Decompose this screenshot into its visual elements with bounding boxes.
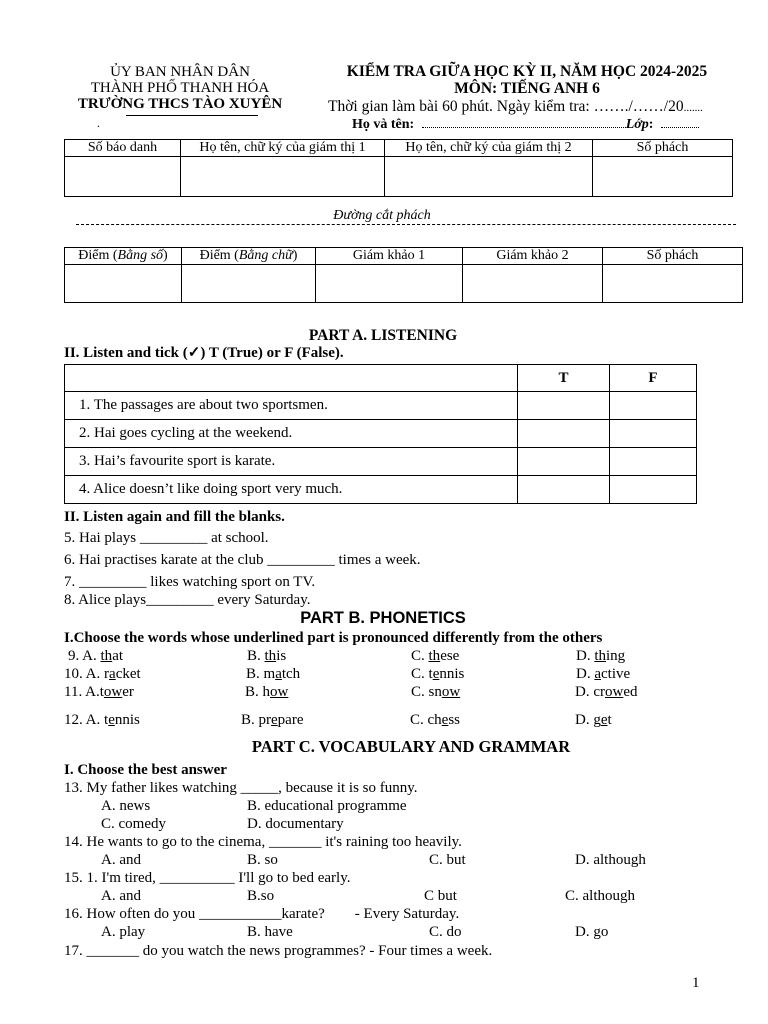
header-examiner-2: Giám khảo 2 (463, 248, 603, 265)
q15-option-c[interactable]: C but (424, 888, 457, 904)
question-17: 17. _______ do you watch the news programmes? - Four times a week. (64, 943, 493, 959)
cell-score-words[interactable] (182, 265, 316, 303)
score-table (64, 247, 743, 303)
statement-header (65, 365, 518, 392)
true-checkbox-3[interactable] (518, 448, 610, 476)
cut-line-label: Đường cắt phách (333, 208, 431, 223)
phonetics-q11-a[interactable]: 11. A.tower (64, 684, 134, 700)
name-class-line (352, 117, 699, 133)
phonetics-q11-b[interactable]: B. how (245, 684, 289, 700)
true-checkbox-1[interactable] (518, 392, 610, 420)
q14-option-d[interactable]: D. although (575, 852, 646, 868)
q16-option-d[interactable]: D. go (575, 924, 609, 940)
q15-option-b[interactable]: B.so (247, 888, 275, 904)
header-score-number: Điểm (Bằng số) (65, 248, 182, 265)
phonetics-q10-c[interactable]: C. tennis (411, 666, 465, 682)
fill-question-6: 6. Hai practises karate at the club _________ times a week. (64, 552, 421, 568)
cell-so-phach-2[interactable] (603, 265, 743, 303)
name-label: Họ và tên: (352, 117, 415, 132)
q13-option-a[interactable]: A. news (101, 798, 151, 814)
true-false-table (64, 364, 697, 504)
cut-line (76, 224, 736, 225)
true-checkbox-2[interactable] (518, 420, 610, 448)
question-16-text: 16. How often do you ___________karate? (64, 906, 325, 922)
left-mark: . (97, 116, 100, 130)
q16-option-a[interactable]: A. play (101, 924, 146, 940)
part-b-instruction: I.Choose the words whose underlined part is pronounced differently from the others (64, 630, 603, 646)
header-proctor-2: Họ tên, chữ ký của giám thị 2 (385, 140, 593, 157)
phonetics-q10-a[interactable]: 10. A. racket (64, 666, 141, 682)
name-field[interactable] (422, 117, 626, 128)
q16-option-b[interactable]: B. have (247, 924, 293, 940)
statement-4: 4. Alice doesn’t like doing sport very much. (65, 476, 518, 504)
class-label: Lớp (625, 117, 649, 132)
phonetics-q9-b[interactable]: B. this (247, 648, 287, 664)
header-so-phach: Số phách (593, 140, 733, 157)
class-field[interactable] (661, 117, 699, 128)
question-16 (64, 906, 459, 923)
fill-question-5: 5. Hai plays _________ at school. (64, 530, 269, 546)
cell-so-phach[interactable] (593, 157, 733, 197)
phonetics-q12-b[interactable]: B. prepare (241, 712, 304, 728)
fill-question-8: 8. Alice plays_________ every Saturday. (64, 592, 311, 608)
question-13: 13. My father likes watching _____, because it is so funny. (64, 780, 418, 796)
true-column-header: T (518, 365, 610, 392)
header-score-words: Điểm (Bằng chữ) (182, 248, 316, 265)
header-examiner-1: Giám khảo 1 (316, 248, 463, 265)
false-checkbox-2[interactable] (610, 420, 697, 448)
statement-1: 1. The passages are about two sportsmen. (65, 392, 518, 420)
candidate-info-table (64, 139, 733, 197)
statement-3: 3. Hai’s favourite sport is karate. (65, 448, 518, 476)
cell-examiner-2[interactable] (463, 265, 603, 303)
q14-option-b[interactable]: B. so (247, 852, 278, 868)
school-underline (126, 115, 258, 116)
cell-proctor-2[interactable] (385, 157, 593, 197)
false-column-header: F (610, 365, 697, 392)
q16-option-c[interactable]: C. do (429, 924, 462, 940)
header-sbd: Số báo danh (65, 140, 181, 157)
cell-examiner-1[interactable] (316, 265, 463, 303)
subject-title: MÔN: TIẾNG ANH 6 (454, 80, 600, 97)
q13-option-c[interactable]: C. comedy (101, 816, 166, 832)
false-checkbox-4[interactable] (610, 476, 697, 504)
phonetics-q11-d[interactable]: D. crowed (575, 684, 638, 700)
city-name: THÀNH PHỐ THANH HÓA (90, 80, 270, 96)
question-15: 15. 1. I'm tired, __________ I'll go to bed early. (64, 870, 351, 886)
false-checkbox-1[interactable] (610, 392, 697, 420)
exam-time-date (328, 98, 703, 116)
exam-title: KIỂM TRA GIỮA HỌC KỲ II, NĂM HỌC 2024-2025 (346, 63, 708, 80)
fill-question-7: 7. _________ likes watching sport on TV. (64, 574, 316, 590)
class-colon: : (648, 117, 654, 132)
phonetics-q12-a[interactable]: 12. A. tennis (64, 712, 140, 728)
phonetics-q10-d[interactable]: D. active (576, 666, 631, 682)
cell-sbd[interactable] (65, 157, 181, 197)
cell-score-number[interactable] (65, 265, 182, 303)
phonetics-q9-a[interactable]: 9. A. that (68, 648, 124, 664)
part-b-title: PART B. PHONETICS (300, 609, 466, 627)
header-so-phach-2: Số phách (603, 248, 743, 265)
question-14: 14. He wants to go to the cinema, _______ it's raining too heavily. (64, 834, 462, 850)
exam-date-dots: ....... (683, 102, 703, 114)
statement-2: 2. Hai goes cycling at the weekend. (65, 420, 518, 448)
cell-proctor-1[interactable] (181, 157, 385, 197)
phonetics-q10-b[interactable]: B. match (246, 666, 301, 682)
false-checkbox-3[interactable] (610, 448, 697, 476)
exam-time-text: Thời gian làm bài 60 phút. Ngày kiểm tra: ……./……/20 (328, 98, 684, 115)
phonetics-q12-d[interactable]: D. get (575, 712, 612, 728)
q14-option-c[interactable]: C. but (429, 852, 466, 868)
phonetics-q9-d[interactable]: D. thing (576, 648, 626, 664)
phonetics-q12-c[interactable]: C. chess (410, 712, 461, 728)
phonetics-q9-c[interactable]: C. these (411, 648, 460, 664)
school-name: TRƯỜNG THCS TÀO XUYÊN (77, 96, 283, 112)
page-number: 1 (692, 975, 700, 991)
q13-option-d[interactable]: D. documentary (247, 816, 344, 832)
phonetics-q11-c[interactable]: C. snow (411, 684, 461, 700)
true-checkbox-4[interactable] (518, 476, 610, 504)
q13-option-b[interactable]: B. educational programme (247, 798, 407, 814)
q15-option-a[interactable]: A. and (101, 888, 141, 904)
part-a-title: PART A. LISTENING (308, 327, 458, 344)
part-a-instruction: II. Listen and tick (✓) T (True) or F (False). (64, 345, 344, 361)
authority-name: ỦY BAN NHÂN DÂN (110, 64, 250, 80)
q15-option-d[interactable]: C. although (565, 888, 635, 904)
part-c-title: PART C. VOCABULARY AND GRAMMAR (251, 737, 571, 756)
header-proctor-1: Họ tên, chữ ký của giám thị 1 (181, 140, 385, 157)
question-16-answer: - Every Saturday. (354, 906, 460, 922)
fill-blank-instruction: II. Listen again and fill the blanks. (64, 509, 285, 525)
part-c-instruction: I. Choose the best answer (64, 762, 227, 778)
q14-option-a[interactable]: A. and (101, 852, 141, 868)
